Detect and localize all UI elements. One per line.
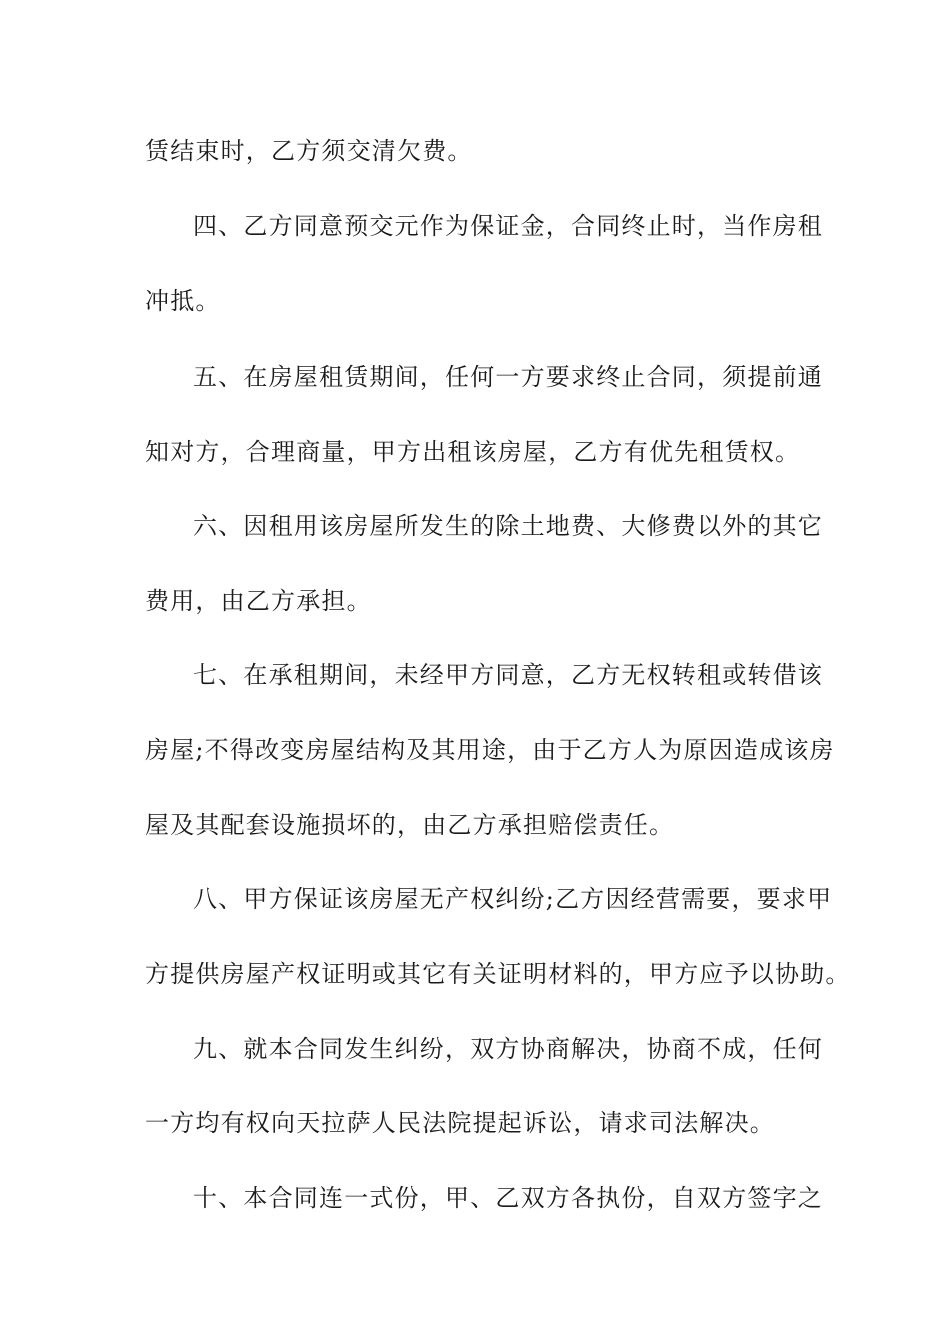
text-line: 费用，由乙方承担。 xyxy=(145,587,372,615)
clause-6-line: 六、因租用该房屋所发生的除土地费、大修费以外的其它 xyxy=(193,512,823,540)
clause-7-line: 七、在承租期间，未经甲方同意，乙方无权转租或转借该 xyxy=(193,661,823,689)
clause-9-line: 九、就本合同发生纠纷，双方协商解决，协商不成，任何 xyxy=(193,1035,823,1063)
text-line: 知对方，合理商量，甲方出租该房屋，乙方有优先租赁权。 xyxy=(145,438,801,466)
text-line: 房屋;不得改变房屋结构及其用途，由于乙方人为原因造成该房 xyxy=(145,736,835,764)
clause-4-line: 四、乙方同意预交元作为保证金，合同终止时，当作房租 xyxy=(193,212,823,240)
clause-10-line: 十、本合同连一式份，甲、乙双方各执份，自双方签字之 xyxy=(193,1184,823,1212)
text-line: 冲抵。 xyxy=(145,287,221,315)
clause-8-line: 八、甲方保证该房屋无产权纠纷;乙方因经营需要，要求甲 xyxy=(193,885,833,913)
text-line: 一方均有权向天拉萨人民法院提起诉讼，请求司法解决。 xyxy=(145,1109,775,1137)
clause-5-line: 五、在房屋租赁期间，任何一方要求终止合同，须提前通 xyxy=(193,363,823,391)
text-line: 方提供房屋产权证明或其它有关证明材料的，甲方应予以协助。 xyxy=(145,960,851,988)
text-line: 赁结束时，乙方须交清欠费。 xyxy=(145,137,473,165)
text-line: 屋及其配套设施损坏的，由乙方承担赔偿责任。 xyxy=(145,811,675,839)
